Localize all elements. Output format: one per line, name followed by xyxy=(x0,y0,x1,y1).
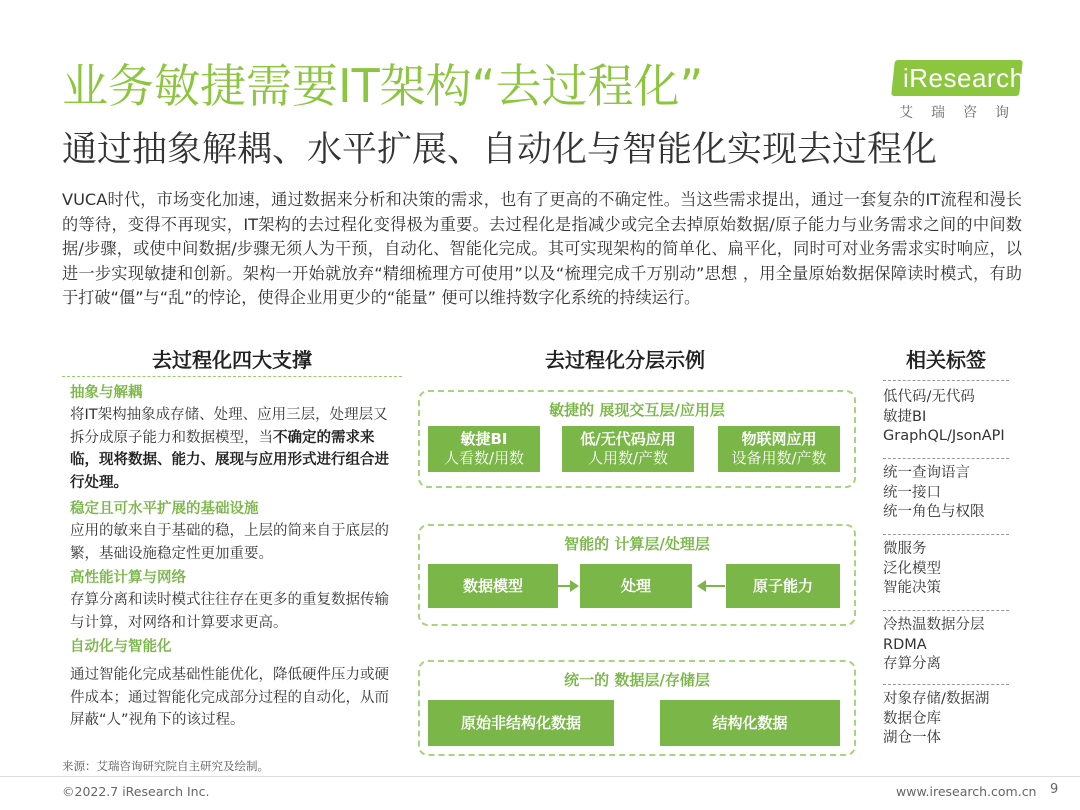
website-link[interactable]: www.iresearch.com.cn xyxy=(896,784,1037,799)
tag-divider xyxy=(883,534,1009,535)
tag-group xyxy=(883,690,1009,749)
box-label: 原子能力 xyxy=(752,576,813,595)
tag-item: 数据仓库 xyxy=(883,710,941,727)
box-label: 结构化数据 xyxy=(712,713,788,732)
support-body: 通过智能化完成基础性能优化，降低硬件压力或硬件成本；通过智能化完成部分过程的自动化，从而屏蔽“人”视角下的该过程。 xyxy=(70,667,389,728)
tag-divider xyxy=(883,610,1009,611)
support-item xyxy=(70,382,390,494)
tag-item: 智能决策 xyxy=(883,580,941,596)
tag-item: 泛化模型 xyxy=(883,560,941,577)
intro-paragraph: VUCA时代，市场变化加速，通过数据来分析和决策的需求，也有了更高的不确定性。当这些需求提出，通过一套复杂的IT流程和漫长的等待，变得不再现实，IT架构的去过程化变得极为重要。去过程化是指减少或完全去掉原始数据/原子能力与业务需求之间的中间数据/步骤，或使中间数据/步骤无须人为干预，自动化、智能化完成。其可实现架构的简单化、扁平化，同时可对业务需求实时响应，以进一步实现敏捷和创新。架构一开始就放弃“精细梳理方可使用”以及“梳理完成千万别动”思想 ，用全量原始数据保障读时模式，有助于打破“僵”与“乱”的悖论，使得企业用更少的“能量” 便可以维持数字化系统的持续运行。 xyxy=(62,190,1022,307)
tags-heading: 相关标签 xyxy=(906,348,986,372)
tag-item: 微服务 xyxy=(883,541,927,557)
page-number: 9 xyxy=(1050,782,1059,797)
tag-item: 对象存储/数据湖 xyxy=(883,691,990,707)
tag-item: 统一角色与权限 xyxy=(883,504,985,520)
tag-item: RDMA xyxy=(883,636,927,653)
box-sublabel: 人看数/用数 xyxy=(443,449,525,467)
box-label: 处理 xyxy=(620,576,651,595)
layer-box-process xyxy=(580,564,692,608)
layer-title: 敏捷的 展现交互层/应用层 xyxy=(549,401,725,419)
tag-item: 统一查询语言 xyxy=(883,465,970,481)
support-item xyxy=(70,567,390,634)
layer-box-unstructured xyxy=(428,700,614,746)
logo-cn-text: 艾瑞咨询 xyxy=(899,105,1027,121)
support-body: 存算分离和读时模式往往存在更多的重复数据传输与计算，对网络和计算要求更高。 xyxy=(70,592,389,631)
arrow-line xyxy=(705,585,725,587)
box-label: 原始非结构化数据 xyxy=(460,713,581,732)
supports-list xyxy=(70,380,390,734)
storage-layer xyxy=(418,660,856,756)
box-sublabel: 设备用数/产数 xyxy=(731,449,827,467)
footer-divider xyxy=(0,776,1080,777)
copyright-text: ©2022.7 iResearch Inc. xyxy=(62,784,210,799)
tag-group xyxy=(883,616,1009,675)
iresearch-logo xyxy=(893,60,1033,122)
box-label: 敏捷BI xyxy=(460,430,508,448)
tag-group xyxy=(883,540,1009,599)
support-item xyxy=(70,498,390,565)
support-item xyxy=(70,636,390,732)
supports-heading: 去过程化四大支撑 xyxy=(152,348,312,372)
layer-title: 统一的 数据层/存储层 xyxy=(564,671,710,689)
compute-layer xyxy=(418,524,856,626)
supports-divider xyxy=(62,376,402,377)
support-title: 抽象与解耦 xyxy=(70,385,143,401)
support-body: 应用的敏来自于基础的稳，上层的简来自于底层的繁，基础设施稳定性更加重要。 xyxy=(70,523,389,562)
layer-box-iot xyxy=(718,426,840,472)
arrow-right-icon xyxy=(570,580,579,592)
tag-item: 敏捷BI xyxy=(883,408,927,425)
page-title: 业务敏捷需要IT架构“去过程化” xyxy=(62,59,704,113)
tag-item: GraphQL/JsonAPI xyxy=(883,428,1005,444)
source-note: 来源：艾瑞咨询研究院自主研究及绘制。 xyxy=(62,759,269,773)
page-subtitle: 通过抽象解耦、水平扩展、自动化与智能化实现去过程化 xyxy=(62,130,938,170)
logo-text: iResearch xyxy=(903,63,1025,93)
support-title: 高性能计算与网络 xyxy=(70,570,186,586)
layer-box-bi xyxy=(428,426,540,472)
layer-box-lowcode xyxy=(562,426,694,472)
tag-divider xyxy=(883,380,1009,381)
tag-divider xyxy=(883,458,1009,459)
layer-box-atomic xyxy=(726,564,840,608)
support-title: 稳定且可水平扩展的基础设施 xyxy=(70,501,259,517)
presentation-layer xyxy=(418,390,856,488)
box-label: 数据模型 xyxy=(462,576,523,595)
tag-item: 统一接口 xyxy=(883,484,941,501)
tag-item: 湖仓一体 xyxy=(883,730,941,746)
tag-item: 存算分离 xyxy=(883,656,941,672)
box-label: 物联网应用 xyxy=(741,430,817,448)
support-title: 自动化与智能化 xyxy=(70,639,172,655)
tag-group xyxy=(883,388,1009,447)
tag-divider xyxy=(883,684,1009,685)
layer-box-structured xyxy=(660,700,840,746)
box-label: 低/无代码应用 xyxy=(580,430,676,448)
support-body: 将IT架构抽象成存储、处理、应用三层，处理层又拆分成原子能力和数据模型，当不确定的需求来临，现将数据、能力、展现与应用形式进行组合进行处理。 xyxy=(70,407,389,491)
layer-box-datamodel xyxy=(428,564,558,608)
tag-group xyxy=(883,464,1009,523)
tag-item: 冷热温数据分层 xyxy=(883,617,985,633)
layer-title: 智能的 计算层/处理层 xyxy=(564,535,710,553)
tag-item: 低代码/无代码 xyxy=(883,389,975,405)
box-sublabel: 人用数/产数 xyxy=(587,449,669,467)
layers-heading: 去过程化分层示例 xyxy=(545,348,705,372)
